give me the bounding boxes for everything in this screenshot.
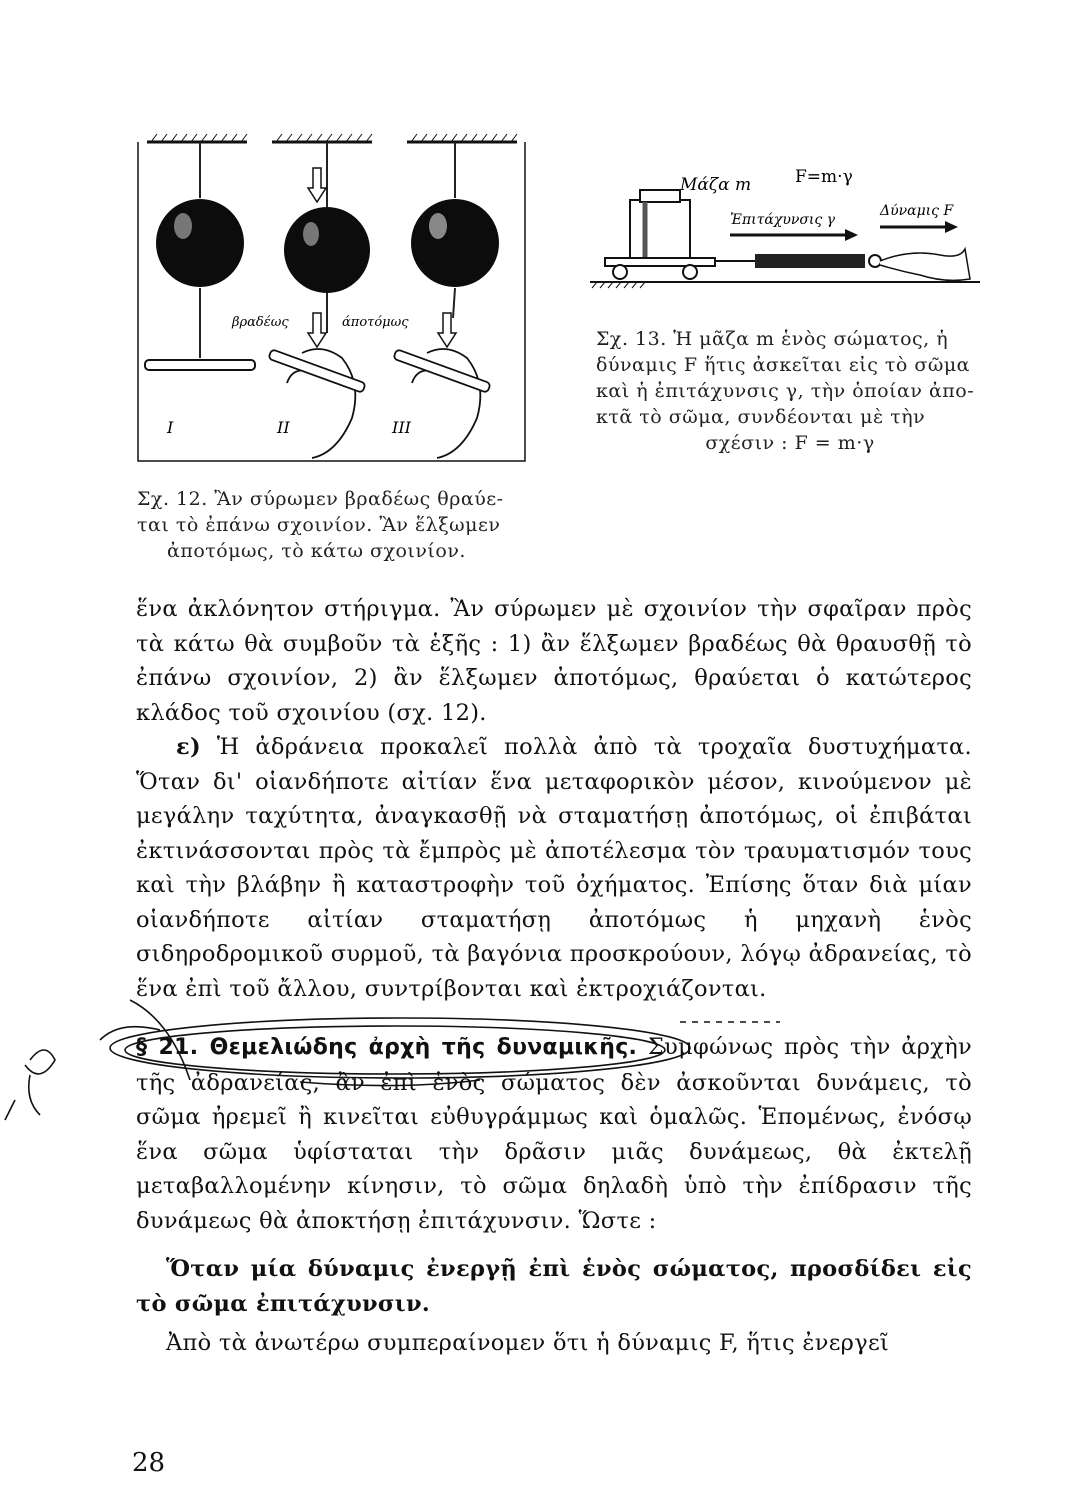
page-number: 28: [132, 1448, 166, 1478]
weight-block: [630, 200, 690, 260]
figure-12-caption: [137, 486, 537, 564]
paragraph-3: [136, 1030, 972, 1238]
caption-line: δύναμις F ἥτις ἀσκεῖται εἰς τὸ σῶμα: [596, 354, 971, 376]
paragraph-2: [136, 730, 972, 1006]
sphere-2: [284, 207, 370, 293]
paragraph-1: ἕνα ἀκλόνητον στήριγμα. Ἂν σύρωμεν μὲ σχοινίον τὴν σφαῖραν πρὸς τὰ κάτω θὰ συμβοῦν τὰ ἑξῆς : 1) ἂν ἕλξωμεν βραδέως θὰ θραυσθῇ τὸ ἐπάνω σχοινίον, 2) ἂν ἕλξωμεν ἀποτόμως, θραύεται ὁ κατώτερος κλάδος τοῦ σχοινίου (σχ. 12).: [136, 596, 972, 726]
label-formula: F=m·γ: [795, 167, 853, 187]
caption-line: ἀποτόμως, τὸ κάτω σχοινίον.: [167, 540, 466, 562]
caption-line: Σχ. 13. Ἡ μᾶζα m ἑνὸς σώματος, ἡ: [596, 328, 949, 350]
principle-statement: Ὅταν μία δύναμις ἐνεργῇ ἐπὶ ἑνὸς σώματος, προσδίδει εἰς τὸ σῶμα ἐπιτάχυνσιν.: [136, 1256, 972, 1317]
ceiling-hatching: [147, 134, 517, 142]
figure-12: [137, 128, 527, 468]
figure-13: [590, 160, 980, 300]
paragraph-5: Ἀπὸ τὰ ἀνωτέρω συμπεραίνομεν ὅτι ἡ δύναμις F, ἥτις ἐνεργεῖ: [166, 1330, 890, 1356]
label-accel: Ἐπιτάχυνσις γ: [730, 212, 836, 228]
figure-13-caption: [596, 326, 984, 456]
caption-line: καὶ ἡ ἐπιτάχυνσις γ, τὴν ὁποίαν ἀπο-: [596, 380, 975, 402]
label-III: III: [392, 418, 411, 437]
caption-line: σχέσιν : F = m·γ: [705, 432, 875, 454]
label-force: Δύναμις F: [880, 203, 954, 219]
paragraph-2-body: Ἡ ἀδράνεια προκαλεῖ πολλὰ ἀπὸ τὰ τροχαῖα δυστυχήματα. Ὅταν δι' οἱανδήποτε αἰτίαν ἕνα μεταφορικὸν μέσον, κινούμενον μὲ μεγάλην ταχύτητα, ἀναγκασθῇ νὰ σταματήσῃ ἀποτόμως, οἱ ἐπιβάται ἐκτινάσσονται πρὸς τὰ ἔμπρὸς μὲ ἀποτέλεσμα τὸν τραυματισμόν τους καὶ τὴν βλάβην ἢ καταστροφὴν τοῦ ὀχήματος. Ἐπίσης ὅταν διὰ μίαν οἱανδήποτε αἰτίαν σταματήσῃ ἀποτόμως ἡ μηχανὴ ἑνὸς σιδηροδρομικοῦ συρμοῦ, τὰ βαγόνια προσκρούουν, λόγῳ ἀδρανείας, τὸ ἕνα ἐπὶ τοῦ ἄλλου, συντρίβονται καὶ ἐκτροχιάζονται.: [136, 734, 973, 1002]
label-sudden: άποτόμως: [342, 315, 409, 330]
label-I: I: [167, 418, 174, 437]
caption-line: Σχ. 12. Ἂν σύρωμεν βραδέως θραύε-: [137, 488, 504, 510]
label-II: II: [277, 418, 290, 437]
label-mass: Μάζα m: [680, 175, 752, 195]
sphere-3: [411, 199, 499, 287]
paragraph-3-body: Συμφώνως πρὸς τὴν ἀρχὴν τῆς ἀδρανείας, ἂν ἐπὶ ἑνὸς σώματος δὲν ἀσκοῦνται δυνάμεις, τὸ σῶμα ἠρεμεῖ ἢ κινεῖται εὐθυγράμμως καὶ ὁμαλῶς. Ἑπομένως, ἐνόσῳ ἕνα σῶμα ὑφίσταται τὴν δρᾶσιν μιᾶς δυνάμεως, θὰ ἐκτελῇ μεταβαλλομένην κίνησιν, τὸ σῶμα δηλαδὴ ὑπὸ τὴν ἐπίδρασιν τῆς δυνάμεως θὰ ἀποκτήσῃ ἐπιτάχυνσιν. Ὥστε :: [136, 1034, 972, 1234]
section-title: § 21. Θεμελιώδης ἀρχὴ τῆς δυναμικῆς.: [136, 1035, 638, 1060]
paragraph-2-label: ε): [176, 734, 201, 760]
label-slow: βραδέως: [232, 315, 289, 330]
caption-line: ται τὸ ἐπάνω σχοινίον. Ἂν ἕλξωμεν: [137, 514, 501, 536]
sphere-1: [156, 199, 244, 287]
caption-line: κτᾶ τὸ σῶμα, συνδέονται μὲ τὴν: [596, 406, 926, 428]
spring-scale: [755, 254, 865, 268]
